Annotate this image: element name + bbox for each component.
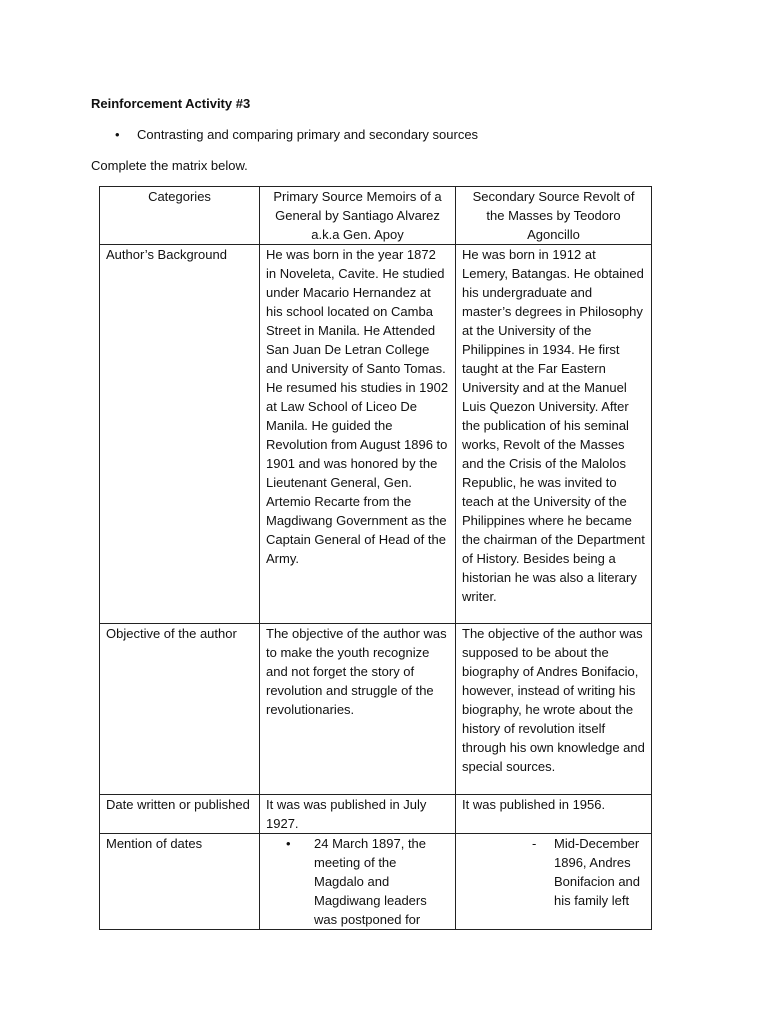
- cell-secondary: It was published in 1956.: [456, 795, 652, 834]
- cell-primary: He was born in the year 1872 in Noveleta, Cavite. He studied under Macario Hernandez at his school located on Camba Street in Manila. He Attended San Juan De Letran College and University of Santo Tomas. He resumed his studies in 1902 at Law School of Liceo De Manila. He guided the Revolution from August 1896 to 1901 and was honored by the Lieutenant General, Gen. Artemio Recarte from the Magdiwang Government as the Captain General of Head of the Army.: [260, 245, 456, 624]
- dash-bullet-icon: -: [532, 836, 537, 851]
- cell-primary: [260, 834, 456, 930]
- primary-dates-list: [266, 834, 449, 929]
- instruction-text: Complete the matrix below.: [91, 158, 248, 173]
- bullet-dot-icon: •: [286, 836, 291, 851]
- secondary-dates-list: [462, 834, 645, 910]
- cell-primary: It was was published in July 1927.: [260, 795, 456, 834]
- cell-secondary: [456, 834, 652, 930]
- comparison-matrix: [99, 186, 652, 930]
- cell-primary: The objective of the author was to make the youth recognize and not forget the story of revolution and struggle of the revolutionaries.: [260, 624, 456, 795]
- table-row: [100, 624, 652, 795]
- table-row: [100, 795, 652, 834]
- bullet-text: Contrasting and comparing primary and secondary sources: [137, 127, 479, 142]
- list-item-text: 24 March 1897, the meeting of the Magdalo and Magdiwang leaders was postponed for: [314, 836, 427, 927]
- cell-category: Objective of the author: [100, 624, 260, 795]
- cell-category: Date written or published: [100, 795, 260, 834]
- page-title: Reinforcement Activity #3: [91, 96, 251, 111]
- list-item-text: Mid-December 1896, Andres Bonifacion and his family left: [554, 836, 641, 908]
- bullet-dot-icon: •: [115, 127, 120, 142]
- table-row: [100, 834, 652, 930]
- cell-category: Mention of dates: [100, 834, 260, 930]
- cell-category: Author’s Background: [100, 245, 260, 624]
- cell-secondary: The objective of the author was supposed to be about the biography of Andres Bonifacio, however, instead of writing his biography, he wrote about the history of revolution itself through his own knowledge and special sources.: [456, 624, 652, 795]
- table-header-row: [100, 187, 652, 245]
- header-secondary-source: Secondary Source Revolt of the Masses by Teodoro Agoncillo: [456, 187, 652, 245]
- header-primary-source: Primary Source Memoirs of a General by Santiago Alvarez a.k.a Gen. Apoy: [260, 187, 456, 245]
- header-categories: Categories: [100, 187, 260, 245]
- table-row: [100, 245, 652, 624]
- cell-secondary: He was born in 1912 at Lemery, Batangas. He obtained his undergraduate and master’s degrees in Philosophy at the University of the Philippines in 1934. He first taught at the Far Eastern University and at the Manuel Luis Quezon University. After the publication of his seminal works, Revolt of the Masses and the Crisis of the Malolos Republic, he was invited to teach at the University of the Philippines where he became the chairman of the Department of History. Besides being a historian he was also a literary writer.: [456, 245, 652, 624]
- bullet-item: [115, 125, 478, 144]
- list-item: [462, 834, 645, 910]
- list-item: [266, 834, 449, 929]
